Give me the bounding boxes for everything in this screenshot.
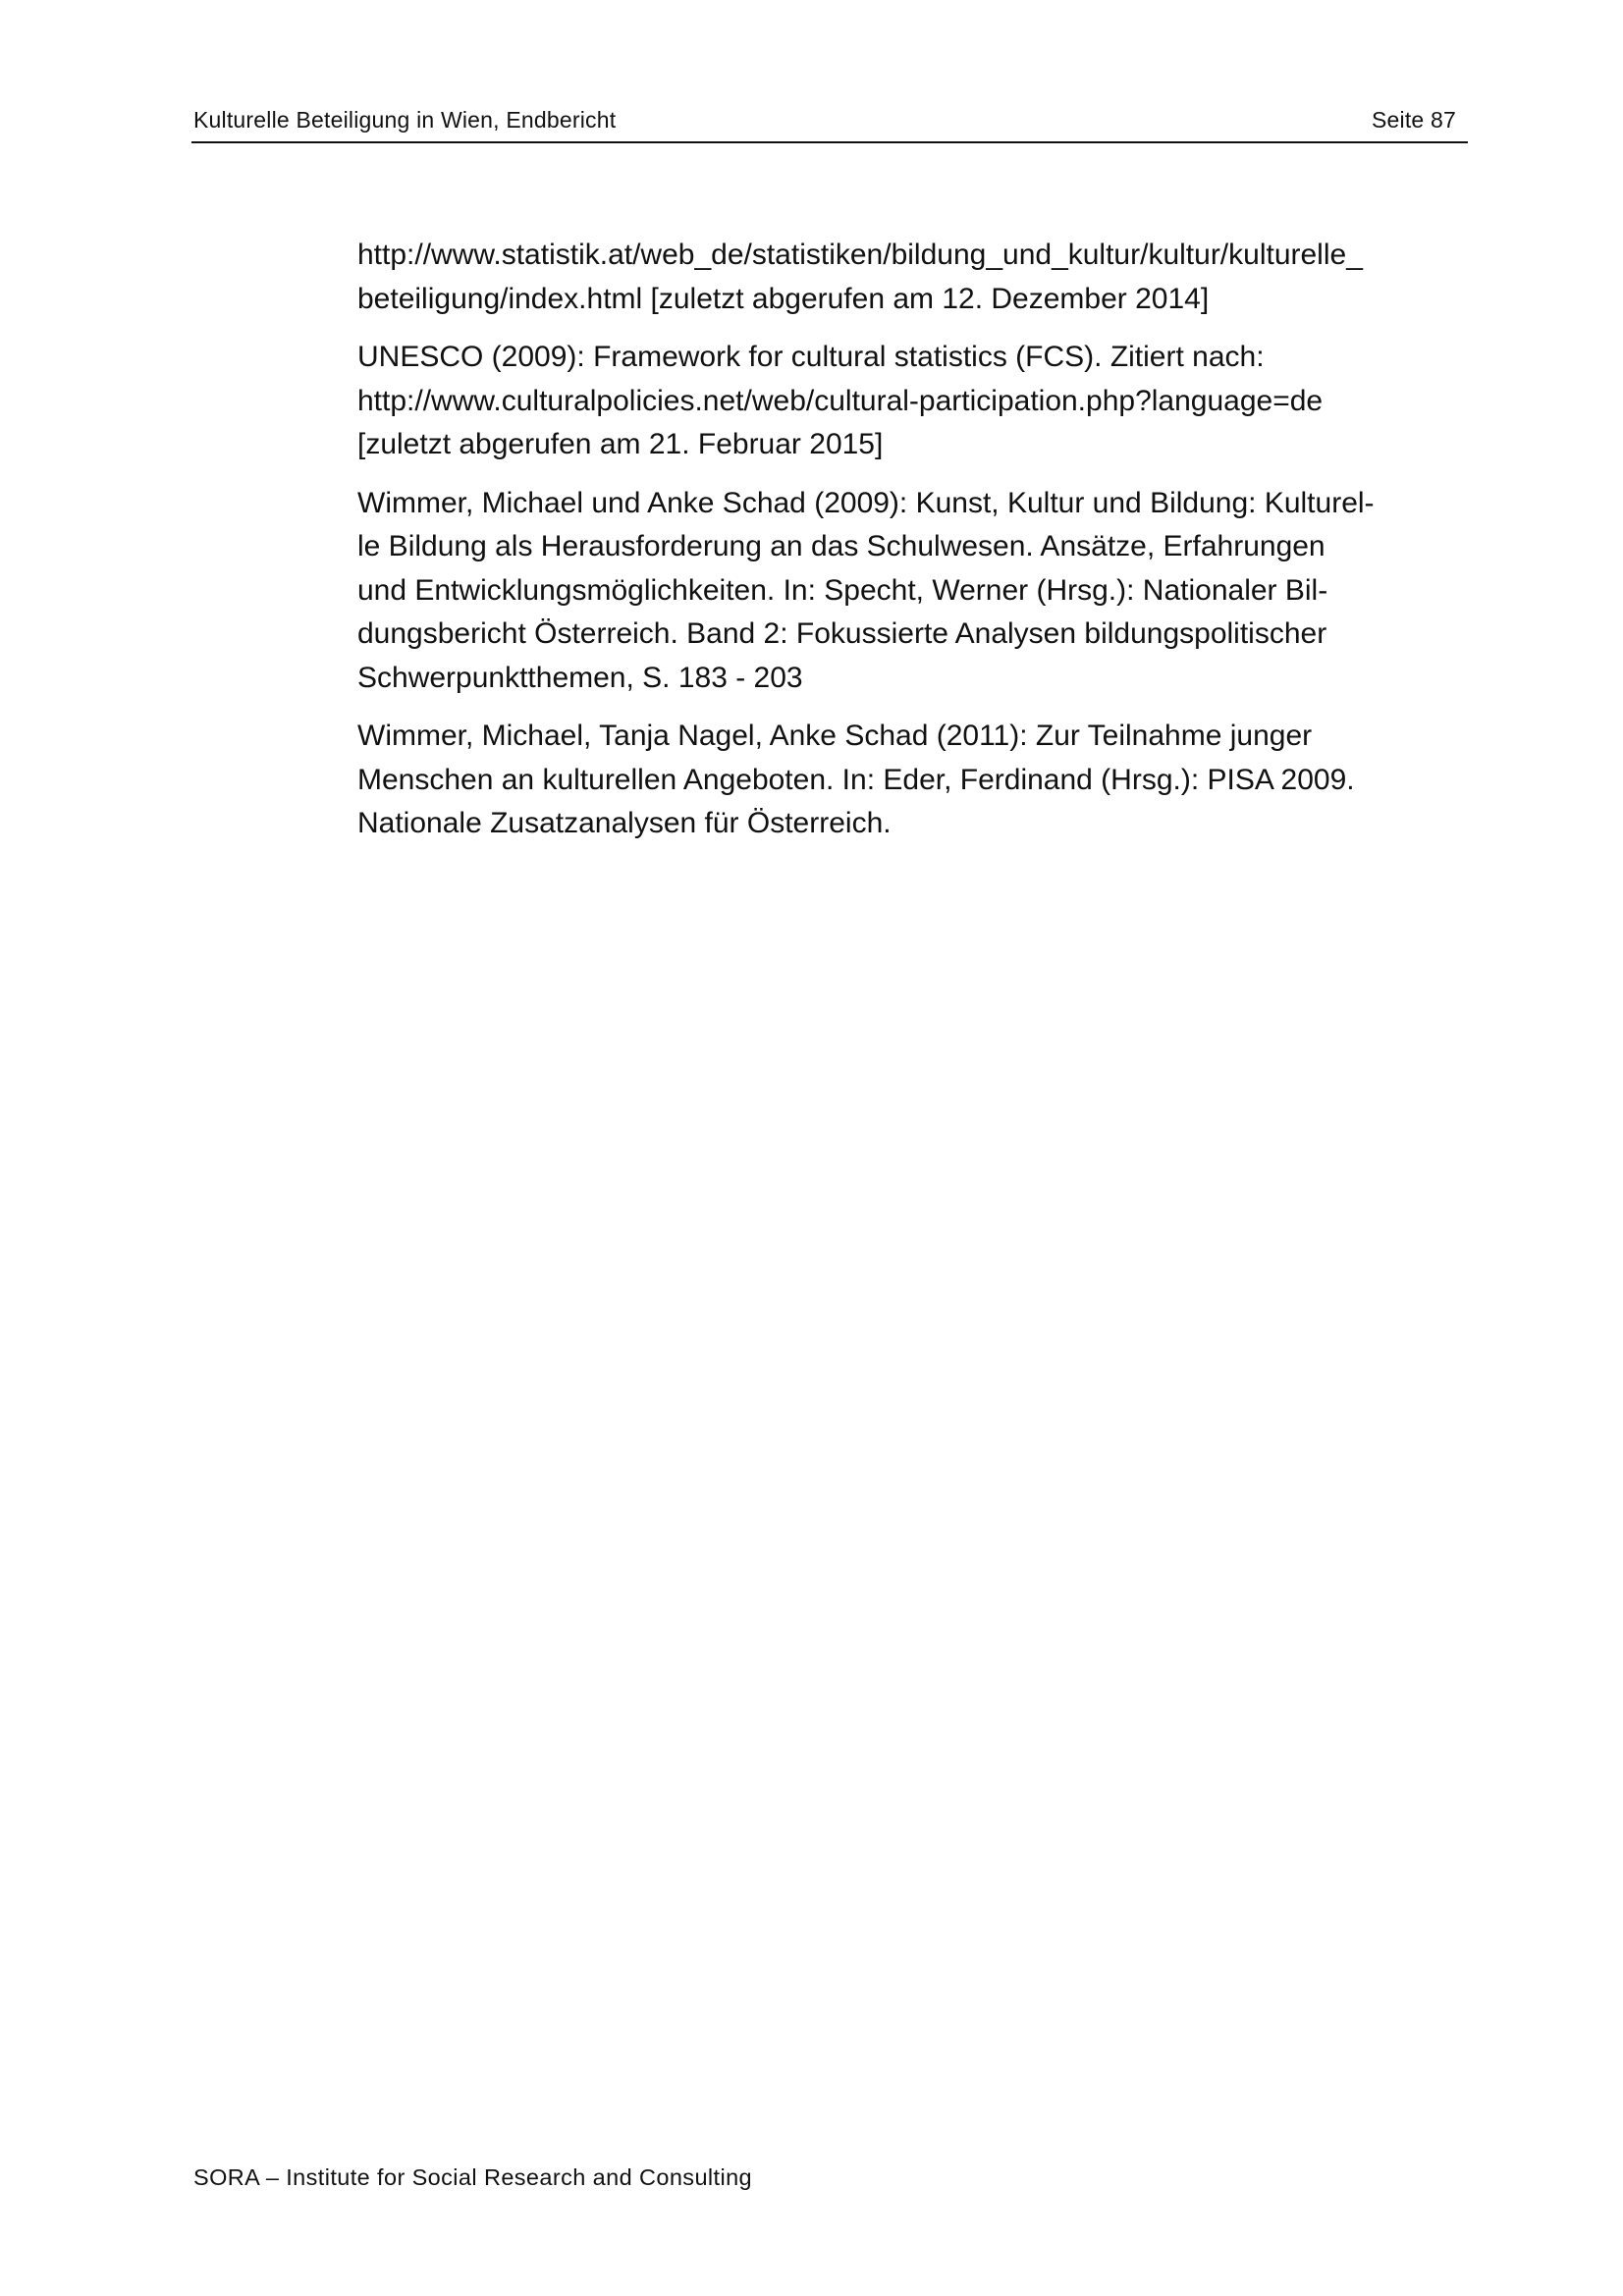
reference-line: http://www.culturalpolicies.net/web/cultural-participation.php?language=de	[357, 384, 1324, 417]
reference-line: und Entwicklungsmöglichkeiten. In: Specht, Werner (Hrsg.): Nationaler Bil-	[357, 573, 1328, 607]
reference-entry	[357, 336, 1477, 467]
reference-line: http://www.statistik.at/web_de/statistiken/bildung_und_kultur/kultur/kulturelle_	[357, 239, 1363, 271]
page-number: Seite 87	[1372, 107, 1456, 133]
page-footer: SORA – Institute for Social Research and Consulting	[193, 2164, 753, 2190]
reference-line: Schwerpunktthemen, S. 183 - 203	[357, 661, 803, 694]
reference-entry	[357, 234, 1477, 321]
reference-line: UNESCO (2009): Framework for cultural statistics (FCS). Zitiert nach:	[357, 341, 1265, 373]
reference-list	[357, 234, 1477, 861]
reference-line: Wimmer, Michael und Anke Schad (2009): Kunst, Kultur und Bildung: Kulturel-	[357, 486, 1375, 519]
reference-entry	[357, 715, 1477, 846]
reference-entry	[357, 482, 1477, 701]
reference-line: Nationale Zusatzanalysen für Österreich.	[357, 807, 892, 839]
reference-line: le Bildung als Herausforderung an das Schulwesen. Ansätze, Erfahrungen	[357, 530, 1325, 562]
header-title: Kulturelle Beteiligung in Wien, Endbericht	[193, 107, 617, 133]
reference-line: [zuletzt abgerufen am 21. Februar 2015]	[357, 428, 884, 460]
reference-line: Wimmer, Michael, Tanja Nagel, Anke Schad (2011): Zur Teilnahme junger	[357, 720, 1313, 752]
reference-line: beteiligung/index.html [zuletzt abgerufen am 12. Dezember 2014]	[357, 282, 1210, 315]
reference-line: dungsbericht Österreich. Band 2: Fokussierte Analysen bildungspolitischer	[357, 617, 1327, 650]
page-header	[191, 102, 1468, 143]
reference-line: Menschen an kulturellen Angeboten. In: Eder, Ferdinand (Hrsg.): PISA 2009.	[357, 763, 1355, 796]
